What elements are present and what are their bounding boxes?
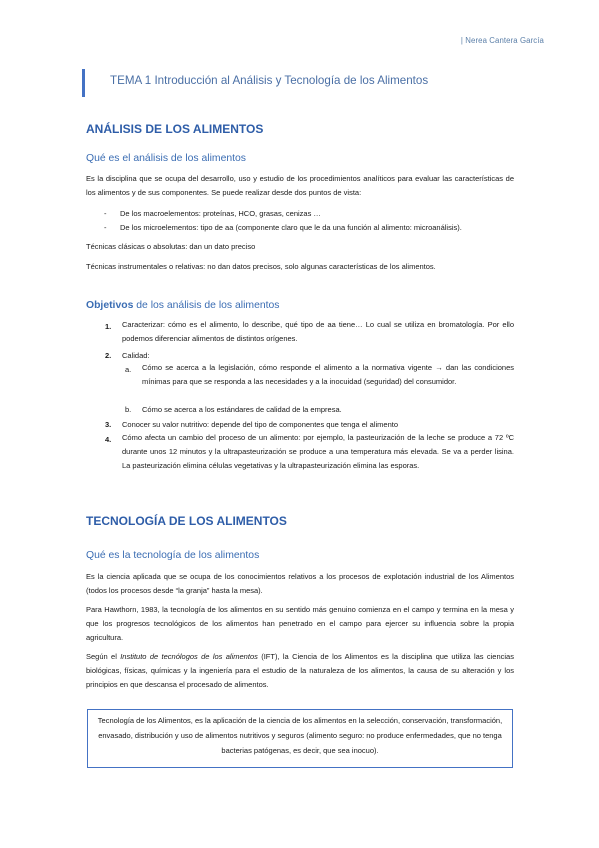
bullet-dash: - [104, 223, 107, 232]
tema-accent-bar [82, 69, 85, 97]
tema-title: TEMA 1 Introducción al Análisis y Tecnología de los Alimentos [110, 74, 429, 87]
ift-intro: Según el [86, 652, 121, 661]
paragraph-tecnicas-clasicas: Técnicas clásicas o absolutas: dan un dato preciso [86, 242, 256, 251]
author-header: | Nerea Cantera García [460, 36, 544, 45]
list-item-caracterizar: Caracterizar: cómo es el alimento, lo describe, qué tipo de aa tiene… Lo cual se utiliza en bromatología. Por ello podemos diferenciar alimentos de distintos orígenes. [122, 320, 514, 343]
section-title-tecnologia: TECNOLOGÍA DE LOS ALIMENTOS [86, 514, 287, 528]
list-item-valor-nutritivo: Conocer su valor nutritivo: depende del tipo de componentes que tenga el alimento [122, 420, 399, 429]
sublist-letter: a. [125, 365, 132, 374]
section-title-analisis: ANÁLISIS DE LOS ALIMENTOS [86, 122, 264, 136]
sublist-letter: b. [125, 405, 132, 414]
bullet-microelementos: De los microelementos: tipo de aa (componente claro que le da una función al alimento: microanálisis). [120, 223, 462, 232]
objetivos-rest: de los análisis de los alimentos [133, 300, 280, 311]
definition-box-text: Tecnología de los Alimentos, es la aplicación de la ciencia de los alimentos en la selección, conservación, transformación, envasado, distribución y uso de alimentos nutritivos y seguros (alimento seguro: no produce enfermedades, que no tenga bacterias patógenas, es decir, que sea inocuo). [97, 716, 503, 755]
list-number: 4. [105, 435, 112, 444]
subheading-que-es-tecnologia: Qué es la tecnología de los alimentos [86, 550, 260, 561]
objetivos-bold: Objetivos [86, 300, 134, 311]
list-item-cambio-proceso: Cómo afecta un cambio del proceso de un alimento: por ejemplo, la pasteurización de la leche se produce a 72 ºC durante unos 12 minutos y la ultrapasteurización se produce a una temperatura más elevada. Se va a perder lisina. La pasteurización elimina células vegetativas y la ultrapasteurización elimina las esporas. [122, 433, 514, 470]
list-number: 1. [105, 322, 112, 331]
list-number: 2. [105, 351, 112, 360]
ift-name: Instituto de tecnólogos de los alimentos [120, 652, 258, 661]
paragraph-definicion-analisis: Es la disciplina que se ocupa del desarrollo, uso y estudio de los procedimientos analíticos para evaluar las características de los alimentos y de sus componentes. Se puede realizar desde dos puntos de vista: [86, 174, 514, 197]
bullet-macroelementos: De los macroelementos: proteínas, HCO, grasas, cenizas … [120, 209, 321, 218]
list-number: 3. [105, 420, 112, 429]
list-item-calidad: Calidad: [122, 351, 150, 360]
paragraph-definicion-tecnologia: Es la ciencia aplicada que se ocupa de los conocimientos relativos a los procesos de explotación industrial de los Alimentos (todos los procesos desde “la granja” hasta la mesa). [86, 572, 514, 595]
sublist-item-estandares: Cómo se acerca a los estándares de calidad de la empresa. [142, 405, 342, 414]
sublist-item-legislacion: Cómo se acerca a la legislación, cómo responde el alimento a la normativa vigente → dan las condiciones mínimas para que se responda a las necesidades y a la inocuidad (seguridad) del consumidor. [142, 363, 514, 386]
ift-rest: (IFT), la Ciencia de los Alimentos es la disciplina que utiliza las ciencias biológicas, físicas, químicas y la ingeniería para el estudio de la naturaleza de los alimentos, la causa de su alteración y los principios en que descansa el procesado de alimentos. [86, 652, 514, 689]
paragraph-ift [86, 650, 514, 692]
paragraph-tecnicas-instrumentales: Técnicas instrumentales o relativas: no dan datos precisos, solo algunas características de los alimentos. [86, 262, 436, 271]
subheading-objetivos [86, 300, 279, 311]
paragraph-hawthorn: Para Hawthorn, 1983, la tecnología de los alimentos en su sentido más genuino comienza en el campo y termina en la mesa y que los progresos tecnológicos de los alimentos han penetrado en el campo para ejercer su influencia sobre la propia agricultura. [86, 605, 514, 642]
subheading-que-es-analisis: Qué es el análisis de los alimentos [86, 153, 246, 164]
bullet-dash: - [104, 209, 107, 218]
